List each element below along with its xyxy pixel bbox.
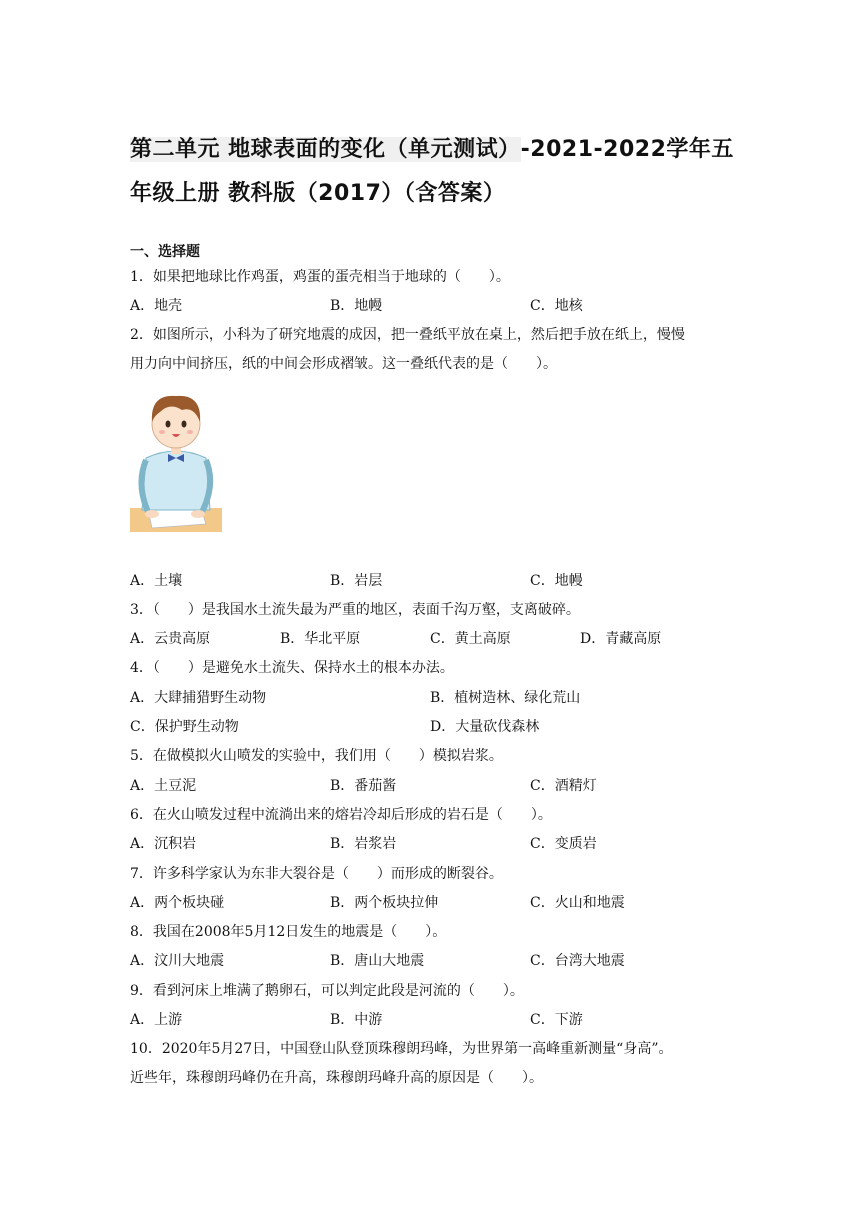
question-1-stem: 1．如果把地球比作鸡蛋，鸡蛋的蛋壳相当于地球的（ ）。 [130,269,510,285]
question-2-stem-line-2: 用力向中间挤压，纸的中间会形成褶皱。这一叠纸代表的是（ ）。 [130,356,557,372]
question-5-option-a: A．土豆泥 [130,778,197,794]
question-6-option-b: B．岩浆岩 [330,836,397,852]
question-2-option-c: C．地幔 [530,573,583,589]
question-7-option-c: C．火山和地震 [530,895,625,911]
question-4-stem: 4．（ ）是避免水土流失、保持水土的根本办法。 [130,660,454,676]
question-2-stem-line-1: 2．如图所示，小科为了研究地震的成因，把一叠纸平放在桌上，然后把手放在纸上，慢慢 [130,327,685,343]
question-4-option-a: A．大肆捕猎野生动物 [130,690,267,706]
question-8-option-b: B．唐山大地震 [330,953,425,969]
question-1-option-b: B．地幔 [330,298,383,314]
question-9-option-a: A．上游 [130,1012,183,1028]
title-highlighted-part: 第二单元 地球表面的变化（单元测试） [130,137,521,162]
question-6-option-c: C．变质岩 [530,836,597,852]
question-4-option-b: B．植树造林、绿化荒山 [430,690,581,706]
title-year-part: -2021-2022学年五 [520,137,734,162]
question-9-option-b: B．中游 [330,1012,383,1028]
question-6-stem: 6．在火山喷发过程中流淌出来的熔岩冷却后形成的岩石是（ ）。 [130,807,552,823]
question-3-option-d: D．青藏高原 [580,631,662,647]
question-8-option-c: C．台湾大地震 [530,953,625,969]
question-4-option-c: C．保护野生动物 [130,719,239,735]
question-4-option-d: D．大量砍伐森林 [430,719,540,735]
question-8-option-a: A．汶川大地震 [130,953,225,969]
question-10-stem-line-1: 10．2020年5月27日，中国登山队登顶珠穆朗玛峰，为世界第一高峰重新测量“身高”。 [130,1041,673,1057]
question-5-option-c: C．酒精灯 [530,778,597,794]
question-9-option-c: C．下游 [530,1012,583,1028]
question-3-option-a: A．云贵高原 [130,631,211,647]
question-9-stem: 9．看到河床上堆满了鹅卵石，可以判定此段是河流的（ ）。 [130,983,524,999]
question-5-option-b: B．番茄酱 [330,778,397,794]
question-1-option-a: A．地壳 [130,298,183,314]
boy-pressing-paper-illustration [130,388,222,532]
question-3-option-c: C．黄土高原 [430,631,511,647]
question-3-option-b: B．华北平原 [280,631,361,647]
document-title-line-1 [130,130,750,170]
question-1-option-c: C．地核 [530,298,583,314]
question-7-option-a: A．两个板块碰 [130,895,225,911]
question-6-option-a: A．沉积岩 [130,836,197,852]
document-title-line-2: 年级上册 教科版（2017）（含答案） [130,181,506,206]
question-2-option-a: A．土壤 [130,573,183,589]
question-7-stem: 7．许多科学家认为东非大裂谷是（ ）而形成的断裂谷。 [130,866,503,882]
question-8-stem: 8．我国在2008年5月12日发生的地震是（ ）。 [130,924,447,940]
question-5-stem: 5．在做模拟火山喷发的实验中，我们用（ ）模拟岩浆。 [130,748,503,764]
section-heading: 一、选择题 [130,244,200,260]
question-10-stem-line-2: 近些年，珠穆朗玛峰仍在升高，珠穆朗玛峰升高的原因是（ ）。 [130,1070,543,1086]
question-7-option-b: B．两个板块拉伸 [330,895,439,911]
question-2-option-b: B．岩层 [330,573,383,589]
question-3-stem: 3．（ ）是我国水土流失最为严重的地区，表面千沟万壑，支离破碎。 [130,602,580,618]
